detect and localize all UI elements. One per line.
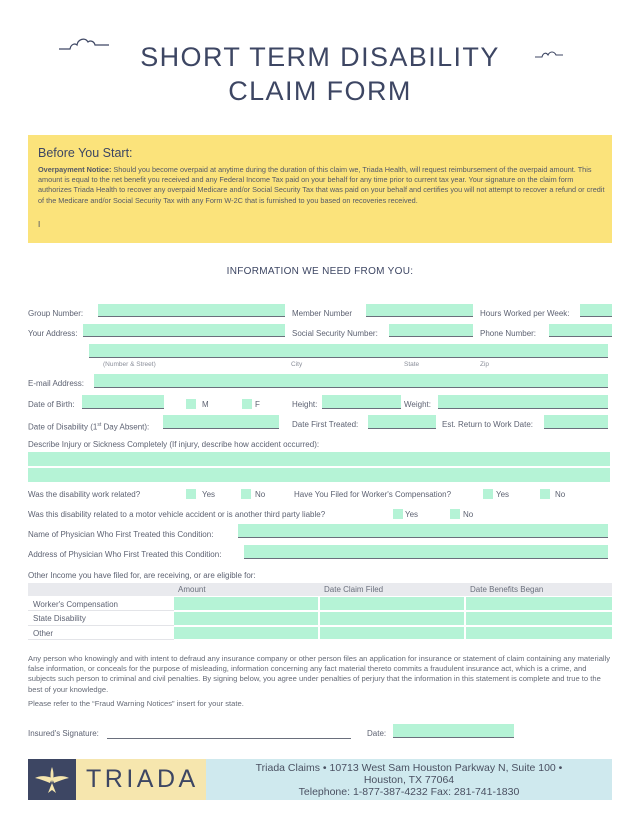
describe-injury-input-2[interactable] — [28, 468, 610, 482]
signature-date-label: Date: — [367, 729, 387, 738]
address-number-street-caption: (Number & Street) — [103, 361, 156, 368]
weight-input[interactable] — [438, 395, 608, 408]
dob-label: Date of Birth: — [28, 400, 75, 409]
address-line1-input[interactable] — [83, 324, 285, 336]
workers-comp-yes-label: Yes — [496, 490, 510, 499]
other-amount-input[interactable] — [174, 627, 318, 639]
ssn-input[interactable] — [389, 324, 473, 336]
underline — [580, 316, 612, 317]
underline — [368, 428, 436, 429]
underline — [366, 316, 473, 317]
describe-injury-label: Describe Injury or Sickness Completely (If injury, describe how accident occurred): — [28, 440, 320, 449]
work-related-yes-checkbox[interactable] — [186, 489, 196, 499]
contact-city-line: Houston, TX 77064 — [363, 774, 455, 786]
workers-comp-amount-input[interactable] — [174, 597, 318, 610]
income-col-amount: Amount — [178, 585, 206, 594]
work-related-yes-label: Yes — [202, 490, 216, 499]
table-row-divider — [28, 610, 174, 611]
underline — [82, 408, 164, 409]
table-row-divider — [28, 625, 174, 626]
overpayment-notice-label: Overpayment Notice: — [38, 165, 112, 174]
workers-comp-date-filed-input[interactable] — [320, 597, 464, 610]
address-zip-caption: Zip — [480, 361, 490, 368]
motor-vehicle-yes-checkbox[interactable] — [393, 509, 403, 519]
weight-label: Weight: — [404, 400, 431, 409]
other-income-label: Other Income you have filed for, are receiving, or are eligible for: — [28, 571, 256, 580]
fraud-warning-text: Any person who knowingly and with intent to defraud any insurance company or other person files an application for insurance or statement of claim containing any materially false information, or conceals for the purpose of misleading, information concerning any fact material thereto commits a fraudulent insurance act, which is a crime, and subjects such person to criminal and civil penalties. By signing below, you agree under penalties of perjury that the information in this statement is complete and true to the best of your knowledge. — [28, 654, 611, 694]
state-disability-amount-input[interactable] — [174, 612, 318, 625]
underline — [94, 387, 608, 388]
motor-vehicle-label: Was this disability related to a motor vehicle accident or is another third party liable? — [28, 510, 326, 519]
physician-address-input[interactable] — [244, 545, 608, 558]
underline — [83, 336, 285, 337]
sex-f-label: F — [255, 400, 260, 409]
triada-bird-logo-icon — [28, 759, 76, 800]
work-related-no-checkbox[interactable] — [241, 489, 251, 499]
motor-vehicle-no-label: No — [463, 510, 474, 519]
sex-m-label: M — [202, 400, 209, 409]
hours-worked-input[interactable] — [580, 304, 612, 316]
title-line-1: SHORT TERM DISABILITY — [140, 42, 500, 72]
physician-name-input[interactable] — [238, 524, 608, 537]
text-cursor: I — [38, 220, 41, 229]
brand-logo-text: TRIADA — [86, 765, 199, 793]
est-return-label: Est. Return to Work Date: — [442, 420, 533, 429]
signature-line[interactable] — [107, 738, 351, 739]
member-number-input[interactable] — [366, 304, 473, 316]
est-return-input[interactable] — [544, 415, 608, 428]
insured-signature-label: Insured's Signature: — [28, 729, 99, 738]
date-first-treated-input[interactable] — [368, 415, 436, 428]
date-first-treated-label: Date First Treated: — [292, 420, 359, 429]
group-number-label: Group Number: — [28, 309, 84, 318]
underline — [322, 408, 401, 409]
disability-date-label — [28, 420, 149, 433]
before-you-start-heading: Before You Start: — [38, 146, 133, 160]
address-state-caption: State — [404, 361, 420, 368]
overpayment-notice-body: Should you become overpaid at anytime during the duration of this claim we, Triada Health, will request reimbursement of the overpaid amount. This amount is equal to the net benefit you received and any Federal Income Tax paid on your behalf for any time prior to current tax year. Your signature on the claim form authorizes Triada Health to recover any overpaid Medicare and/or Social Security Tax that was paid on your behalf and certifies you will not attempt to recover a refund or credit of the Medicare and/or Social Security Tax with any Form W-2C that is furnished to you based on recoveries received. — [38, 165, 605, 205]
hours-worked-label: Hours Worked per Week: — [480, 309, 570, 318]
table-row-divider — [28, 639, 174, 640]
other-date-began-input[interactable] — [466, 627, 612, 639]
work-related-label: Was the disability work related? — [28, 490, 141, 499]
disability-date-label-suffix: Day Absent): — [101, 422, 150, 432]
sex-m-checkbox[interactable] — [186, 399, 196, 409]
phone-label: Phone Number: — [480, 329, 537, 338]
income-row-state-disability: State Disability — [33, 614, 86, 623]
income-col-date-began: Date Benefits Began — [470, 585, 544, 594]
workers-comp-date-began-input[interactable] — [466, 597, 612, 610]
disability-date-input[interactable] — [163, 415, 279, 428]
logo-square — [28, 759, 76, 800]
income-row-other: Other — [33, 629, 54, 638]
phone-input[interactable] — [549, 324, 612, 336]
height-input[interactable] — [322, 395, 401, 408]
state-disability-date-filed-input[interactable] — [320, 612, 464, 625]
workers-comp-yes-checkbox[interactable] — [483, 489, 493, 499]
contact-phone-line: Telephone: 1-877-387-4232 Fax: 281-741-1830 — [298, 786, 520, 798]
underline — [438, 408, 608, 409]
underline — [89, 357, 608, 358]
motor-vehicle-yes-label: Yes — [405, 510, 419, 519]
physician-address-label: Address of Physician Who First Treated this Condition: — [28, 550, 222, 559]
disability-date-label-sup: st — [97, 422, 102, 428]
dob-input[interactable] — [82, 395, 164, 408]
title-line-2: CLAIM FORM — [228, 76, 412, 106]
signature-date-input[interactable] — [393, 724, 514, 737]
overpayment-notice-text — [38, 165, 606, 206]
income-col-date-filed: Date Claim Filed — [324, 585, 384, 594]
state-disability-date-began-input[interactable] — [466, 612, 612, 625]
motor-vehicle-no-checkbox[interactable] — [450, 509, 460, 519]
underline — [244, 558, 608, 559]
workers-comp-filed-label: Have You Filed for Worker's Compensation? — [294, 490, 452, 499]
section-title: INFORMATION WE NEED FROM YOU: — [226, 266, 414, 277]
member-number-label: Member Number — [292, 309, 353, 318]
underline — [98, 316, 285, 317]
underline — [238, 537, 608, 538]
workers-comp-no-checkbox[interactable] — [540, 489, 550, 499]
contact-address-line: Triada Claims • 10713 West Sam Houston Parkway N, Suite 100 • — [255, 762, 563, 774]
fraud-notice-reference: Please refer to the “Fraud Warning Notices” insert for your state. — [28, 699, 244, 708]
underline — [163, 428, 279, 429]
underline — [389, 336, 473, 337]
your-address-label: Your Address: — [28, 329, 78, 338]
sex-f-checkbox[interactable] — [242, 399, 252, 409]
underline — [544, 428, 608, 429]
email-label: E-mail Address: — [28, 379, 85, 388]
income-row-workers-comp: Worker's Compensation — [33, 600, 118, 609]
physician-name-label: Name of Physician Who First Treated this Condition: — [28, 530, 214, 539]
address-line2-input[interactable] — [89, 344, 608, 357]
email-input[interactable] — [94, 374, 608, 387]
page-title — [0, 40, 640, 108]
work-related-no-label: No — [255, 490, 266, 499]
workers-comp-no-label: No — [555, 490, 566, 499]
underline — [549, 336, 612, 337]
group-number-input[interactable] — [98, 304, 285, 316]
other-date-filed-input[interactable] — [320, 627, 464, 639]
ssn-label: Social Security Number: — [292, 329, 378, 338]
disability-date-label-prefix: Date of Disability (1 — [28, 422, 98, 432]
height-label: Height: — [292, 400, 318, 409]
underline — [393, 737, 514, 738]
describe-injury-input-1[interactable] — [28, 452, 610, 466]
address-city-caption: City — [291, 361, 303, 368]
